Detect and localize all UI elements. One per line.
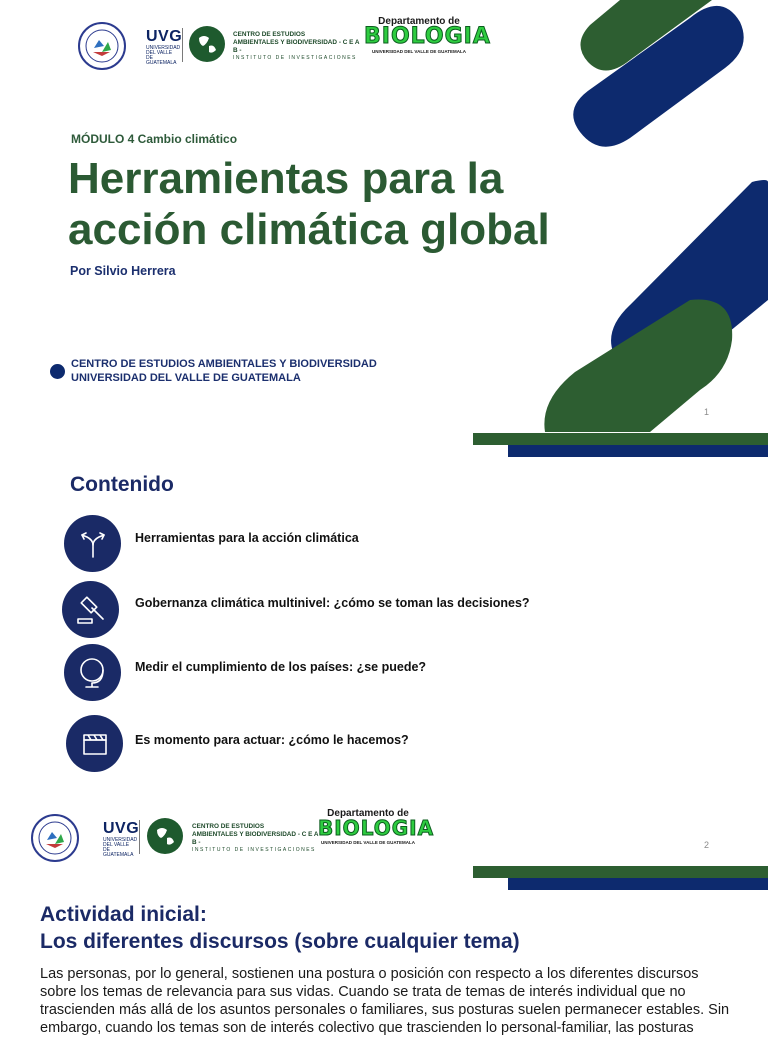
ceab-line-2: AMBIENTALES Y BIODIVERSIDAD - C E A B - [192,831,319,846]
navy-footer-bar [508,878,768,890]
bio-top: Departamento de [327,808,409,819]
slide-title-line-1: Herramientas para la [68,154,504,203]
ceab-logo-text [233,31,363,61]
bio-main: BIOLOGIA [318,816,435,840]
biologia-logo [318,808,435,845]
bio-main: BIOLOGIA [364,24,491,49]
page-number: 1 [704,407,710,417]
gavel-icon [62,581,119,638]
activity-body-line-2: sobre los temas de relevancia para sus vidas. Cuando se trata de temas de interés individual que no [40,984,686,1000]
activity-heading-line-1: Actividad inicial: [40,903,207,926]
ceab-line-2: AMBIENTALES Y BIODIVERSIDAD - C E A B - [233,39,360,54]
activity-body-line-1: Las personas, por lo general, sostienen una postura o posición con respecto a los diferentes discursos [40,966,699,982]
contents-item-4: Es momento para actuar: ¿cómo le hacemos? [135,733,409,747]
green-footer-bar [473,866,768,878]
logo-divider [139,820,140,854]
bullet-dot [50,364,65,379]
activity-body-line-3: trascienden más allá de los asuntos personales o familiares, sus posturas suelen permanecer estables. Sin [40,1002,730,1018]
logo-divider [182,28,183,62]
ceab-globe-icon [189,26,225,62]
activity-body-line-4: embargo, cuando los temas son de interés colectivo que trascienden lo personal-familiar, las posturas [40,1020,694,1036]
biologia-logo [364,16,491,54]
ceab-logo-text [192,823,322,853]
navy-footer-bar [508,445,768,457]
slide-2 [0,458,768,882]
municipal-seal-logo [78,22,126,70]
ceab-sub: INSTITUTO DE INVESTIGACIONES [233,55,357,61]
contents-item-3: Medir el cumplimiento de los países: ¿se puede? [135,660,427,674]
clapperboard-icon [66,715,123,772]
uvg-short: UVG [146,28,183,45]
ceab-line-1: CENTRO DE ESTUDIOS [192,823,265,830]
uvg-long: UNIVERSIDAD DEL VALLE DE GUATEMALA [146,45,181,66]
green-footer-bar [473,433,768,445]
center-name-line-2: UNIVERSIDAD DEL VALLE DE GUATEMALA [71,372,301,384]
page-number: 2 [704,840,710,850]
split-arrows-icon [64,515,121,572]
author: Por Silvio Herrera [70,264,176,278]
center-name-line-1: CENTRO DE ESTUDIOS AMBIENTALES Y BIODIVERSIDAD [71,358,377,370]
bio-foot: UNIVERSIDAD DEL VALLE DE GUATEMALA [320,840,415,845]
contents-heading: Contenido [70,473,174,496]
ceab-line-1: CENTRO DE ESTUDIOS [233,31,306,38]
uvg-short: UVG [103,820,140,837]
ceab-sub: INSTITUTO DE INVESTIGACIONES [192,847,316,853]
municipal-seal-logo [31,814,79,862]
slide-1 [0,0,768,458]
contents-item-1: Herramientas para la acción climática [135,531,359,545]
contents-item-2: Gobernanza climática multinivel: ¿cómo se toman las decisiones? [135,596,530,610]
bio-top: Departamento de [378,16,460,27]
bio-foot: UNIVERSIDAD DEL VALLE DE GUATEMALA [371,49,466,54]
slide-title-line-2: acción climática global [68,205,550,254]
globe-icon [64,644,121,701]
uvg-logo [103,820,140,858]
activity-heading-line-2: Los diferentes discursos (sobre cualquier tema) [40,930,520,953]
uvg-long: UNIVERSIDAD DEL VALLE DE GUATEMALA [103,837,138,858]
slide-3 [0,890,768,1036]
ceab-globe-icon [147,818,183,854]
uvg-logo [146,28,183,66]
module-label: MÓDULO 4 Cambio climático [71,132,238,146]
